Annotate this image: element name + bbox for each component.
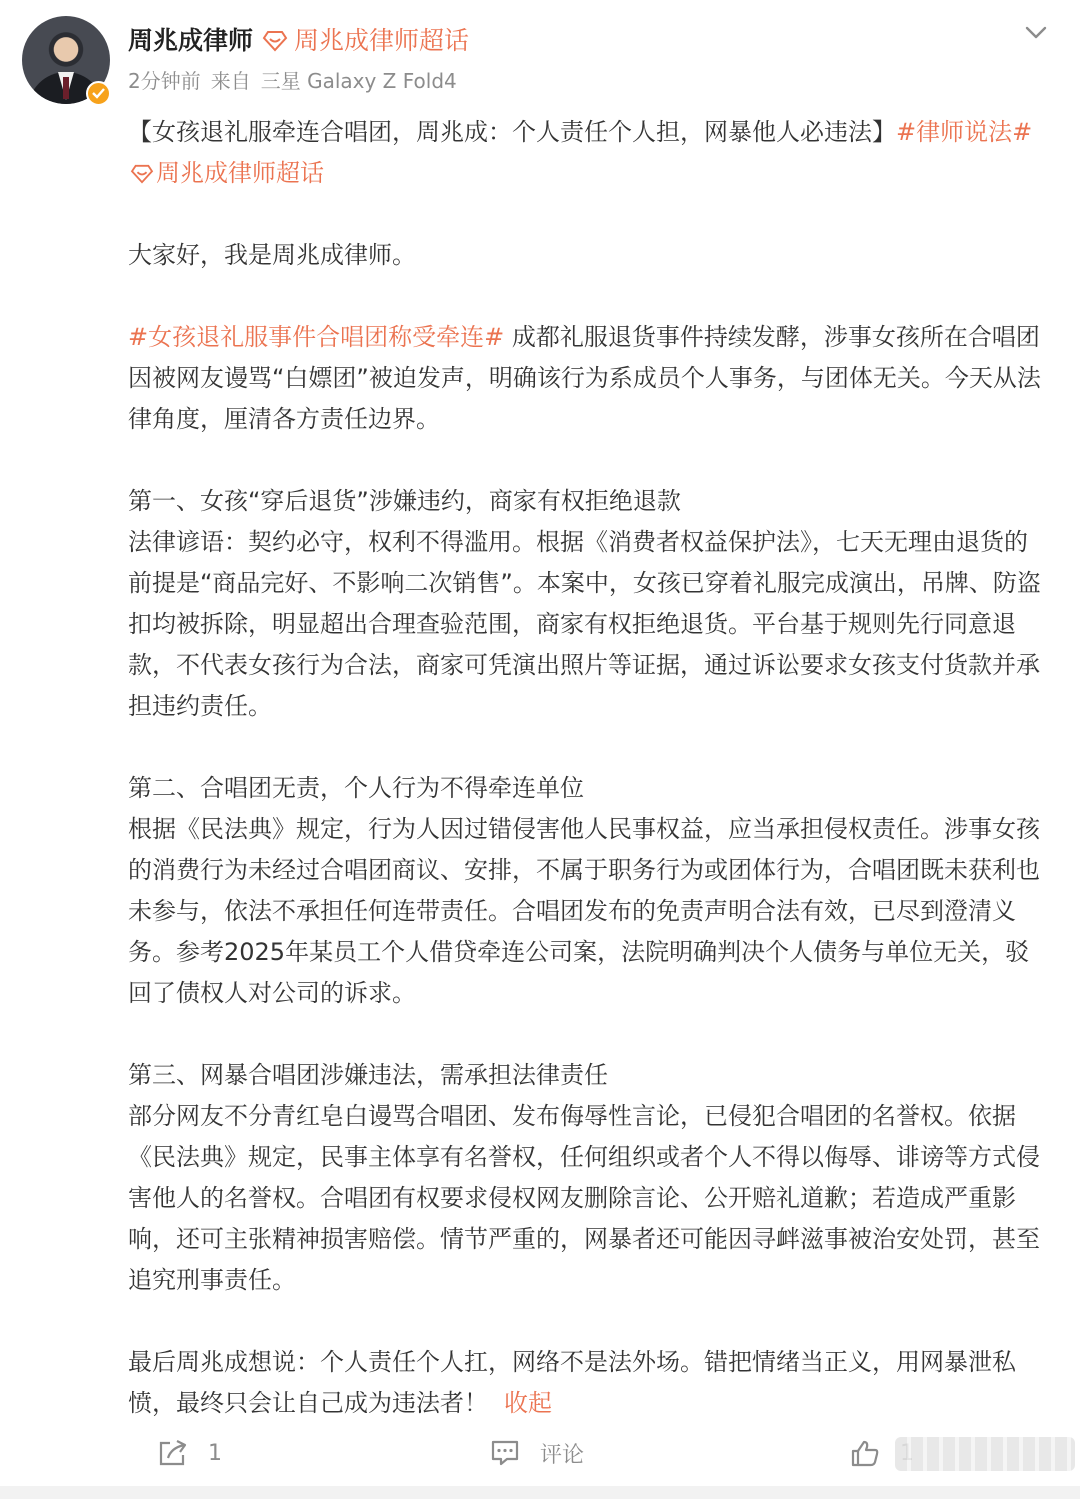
comment-button[interactable] xyxy=(490,1428,584,1478)
post-title: 【女孩退礼服牵连合唱团，周兆成：个人责任个人担，网暴他人必违法】 xyxy=(128,118,896,146)
super-topic-diamond-icon xyxy=(262,30,288,52)
hashtag-event[interactable]: #女孩退礼服事件合唱团称受牵连# xyxy=(128,323,505,351)
section-3-heading: 第三、网暴合唱团涉嫌违法，需承担法律责任 xyxy=(128,1061,608,1089)
comment-icon xyxy=(490,1439,520,1467)
author-name[interactable]: 周兆成律师 xyxy=(128,26,254,55)
chevron-down-icon[interactable] xyxy=(1022,18,1050,46)
conclusion-text: 最后周兆成想说：个人责任个人扛，网络不是法外场。错把情绪当正义，用网暴泄私愤，最终只会让自己成为违法者！ xyxy=(128,1348,1016,1417)
post-title-paragraph xyxy=(128,112,1050,194)
post-meta xyxy=(128,66,467,96)
section-2-body: 根据《民法典》规定，行为人因过错侵害他人民事权益，应当承担侵权责任。涉事女孩的消费行为未经过合唱团商议、安排，不属于职务行为或团体行为，合唱团既未获利也未参与，依法不承担任何连带责任。合唱团发布的免责声明合法有效，已尽到澄清义务。参考2025年某员工个人借贷牵连公司案，法院明确判决个人债务与单位无关，驳回了债权人对公司的诉求。 xyxy=(128,815,1040,1007)
post-content xyxy=(128,112,1050,1424)
intro-paragraph xyxy=(128,317,1050,440)
intro-text: 成都礼服退货事件持续发酵，涉事女孩所在合唱团因被网友谩骂“白嫖团”被迫发声，明确该行为系成员个人事务，与团体无关。今天从法律角度，厘清各方责任边界。 xyxy=(128,323,1041,433)
verified-badge-icon xyxy=(86,81,111,106)
share-icon xyxy=(158,1439,188,1467)
section-2-heading: 第二、合唱团无责，个人行为不得牵连单位 xyxy=(128,774,584,802)
like-icon xyxy=(850,1439,880,1467)
section-1-body: 法律谚语：契约必守，权利不得滥用。根据《消费者权益保护法》，七天无理由退货的前提是“商品完好、不影响二次销售”。本案中，女孩已穿着礼服完成演出，吊牌、防盗扣均被拆除，明显超出合理查验范围，商家有权拒绝退货。平台基于规则先行同意退款，不代表女孩行为合法，商家可凭演出照片等证据，通过诉讼要求女孩支付货款并承担违约责任。 xyxy=(128,528,1041,720)
super-topic-link[interactable] xyxy=(262,22,469,60)
section-3-body: 部分网友不分青红皂白谩骂合唱团、发布侮辱性言论，已侵犯合唱团的名誉权。依据《民法典》规定，民事主体享有名誉权，任何组织或者个人不得以侮辱、诽谤等方式侵害他人的名誉权。合唱团有权要求侵权网友删除言论、公开赔礼道歉；若造成严重影响，还可主张精神损害赔偿。情节严重的，网暴者还可能因寻衅滋事被治安处罚，甚至追究刑事责任。 xyxy=(128,1102,1040,1294)
super-topic-label: 周兆成律师超话 xyxy=(294,26,470,55)
source-device[interactable]: 三星 Galaxy Z Fold4 xyxy=(260,69,457,93)
share-count: 1 xyxy=(208,1440,222,1466)
greeting: 大家好，我是周兆成律师。 xyxy=(128,241,416,269)
source-prefix: 来自 xyxy=(210,69,251,93)
post-time: 2分钟前 xyxy=(128,69,201,93)
bottom-divider xyxy=(0,1486,1080,1499)
super-topic-diamond-icon xyxy=(130,164,154,184)
super-topic-inline-link[interactable]: 周兆成律师超话 xyxy=(156,159,324,187)
watermark xyxy=(895,1437,1075,1471)
conclusion-paragraph xyxy=(128,1342,1050,1424)
comment-label: 评论 xyxy=(540,1442,585,1468)
collapse-button[interactable]: 收起 xyxy=(504,1389,552,1417)
section-1-heading: 第一、女孩“穿后退货”涉嫌违约，商家有权拒绝退款 xyxy=(128,487,681,515)
hashtag-lawyer-talk[interactable]: #律师说法# xyxy=(896,118,1033,146)
share-button[interactable] xyxy=(158,1428,222,1478)
